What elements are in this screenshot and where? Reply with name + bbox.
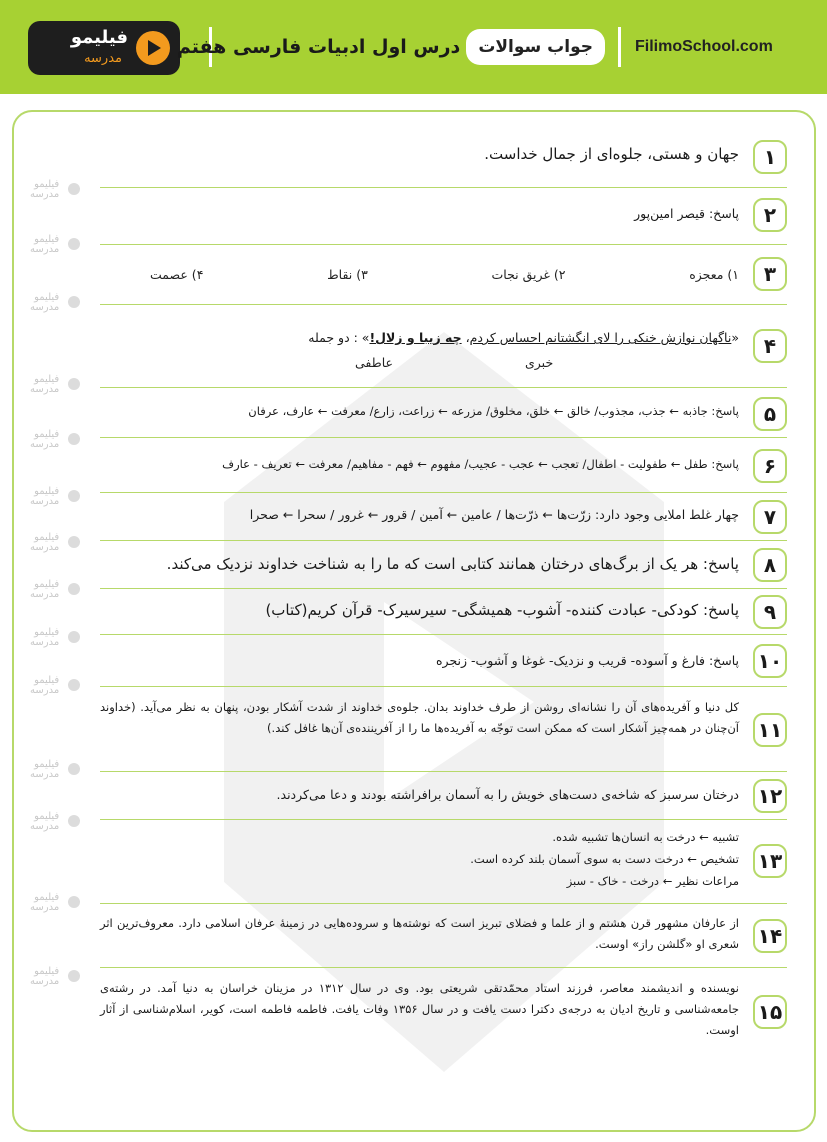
side-watermark-line2: مدرسه: [30, 589, 60, 600]
answer-text: از عارفان مشهور قرن هشتم و از علما و فضلای تبریز است که نوشته‌ها و سروده‌هایی در زمینهٔ عرفان اسلامی دارد. معروف‌ترین اثر شعری او «گلشن راز» اوست.: [100, 916, 739, 951]
side-watermark-line1: فیلیمو: [34, 811, 60, 822]
side-watermark-line2: مدرسه: [30, 769, 60, 780]
answer-text: پاسخ: کودکی- عبادت کننده- آشوب- همیشگی- سیرسیرک- قرآن کریم(کتاب): [265, 601, 739, 619]
sentence-line: [308, 330, 739, 345]
lesson-title: درس اول ادبیات فارسی هفتم: [176, 36, 461, 58]
side-watermark-line1: فیلیمو: [34, 486, 60, 497]
header-title-group: [177, 24, 605, 70]
side-watermark: [30, 967, 59, 987]
side-watermark: [30, 487, 59, 507]
side-watermark-line2: مدرسه: [30, 637, 60, 648]
side-watermark-line2: مدرسه: [30, 685, 60, 696]
question-number: ۱۵: [753, 995, 787, 1029]
question-number: ۱۳: [753, 844, 787, 878]
question-row: [100, 541, 787, 589]
side-watermark-line1: فیلیمو: [34, 759, 60, 770]
side-watermark-line1: فیلیمو: [34, 292, 60, 303]
side-watermark: [30, 430, 59, 450]
side-watermark: [30, 760, 59, 780]
question-number: ۱۴: [753, 919, 787, 953]
question-number: ۱۰: [753, 644, 787, 678]
sentence-part-news: ناگهان نوازش خنکی را لای انگشتانم احساس کردم: [469, 330, 732, 345]
question-row: [100, 388, 787, 438]
site-url[interactable]: FilimoSchool.com: [635, 38, 773, 55]
side-watermark-line2: مدرسه: [30, 384, 60, 395]
side-watermark-line2: مدرسه: [30, 439, 60, 450]
side-watermark: [30, 676, 59, 696]
side-watermark: [30, 812, 59, 832]
label-news: خبری: [525, 355, 554, 370]
answer-text: پاسخ: قیصر امین‌پور: [634, 206, 739, 221]
question-row: [100, 687, 787, 772]
answer-text: جهان و هستی، جلوه‌ای از جمال خداست.: [484, 145, 739, 163]
side-watermark-line1: فیلیمو: [34, 892, 60, 903]
side-watermark-line2: مدرسه: [30, 302, 60, 313]
side-watermark-line1: فیلیمو: [34, 579, 60, 590]
side-watermark-line1: فیلیمو: [34, 374, 60, 385]
page-header: [0, 0, 827, 94]
answer-text: کل دنیا و آفریده‌های آن را نشانه‌ای روشن از طرف خداوند بدان. جلوه‌ی خداوند از شدت آشکار بودن، پنهان به نظر می‌آید. (خداوند آن‌چنان در همه‌چیز آشکار است که ممکن است توجّه به آفریده‌ها ما را از آفریننده‌ی آن‌ها غافل کند.): [100, 700, 739, 735]
sentence-suffix: » : دو جمله: [308, 330, 370, 345]
question-row: [100, 904, 787, 968]
answer-line: مراعات نظیر ← درخت - خاک - سبز: [566, 874, 739, 888]
question-number: ۷: [753, 500, 787, 534]
side-watermark: [30, 580, 59, 600]
question-number: ۵: [753, 397, 787, 431]
option-1: ۱) معجزه: [689, 267, 739, 282]
question-row: [100, 635, 787, 687]
answers-pill: جواب سوالات: [466, 29, 605, 65]
question-number: ۳: [753, 257, 787, 291]
side-watermark-line1: فیلیمو: [34, 966, 60, 977]
answer-text: پاسخ: طفل ← طفولیت - اطفال/ تعجب ← عجب - عجیب/ مفهوم ← فهم - مفاهیم/ معرفت ← تعریف - عارف: [222, 457, 739, 471]
side-watermark: [30, 375, 59, 395]
side-watermark: [30, 235, 59, 255]
side-watermark: [30, 180, 59, 200]
side-watermark-line2: مدرسه: [30, 821, 60, 832]
side-watermark-line1: فیلیمو: [34, 675, 60, 686]
side-watermark: [30, 628, 59, 648]
answer-lines: [100, 826, 739, 892]
question-number: ۱۱: [753, 713, 787, 747]
side-watermark-line1: فیلیمو: [34, 179, 60, 190]
question-number: ۶: [753, 449, 787, 483]
answer-text: پاسخ: جاذبه ← جذب، مجذوب/ خالق ← خلق، مخلوق/ مزرعه ← زراعت، زارع/ معرفت ← عارف، عرفان: [248, 404, 739, 418]
question-number: ۱۲: [753, 779, 787, 813]
question-row: [100, 188, 787, 245]
side-watermark-line1: فیلیمو: [34, 627, 60, 638]
header-divider-right: [618, 27, 621, 67]
question-row: [100, 589, 787, 635]
option-4: ۴) عصمت: [150, 267, 204, 282]
answer-text: نویسنده و اندیشمند معاصر، فرزند استاد محمّدتقی شریعتی بود. وی در سال ۱۳۱۲ در مزینان خراسان به دنیا آمد. در رشته‌ی جامعه‌شناسی و تاریخ ادیان به درجه‌ی دکترا دست یافت و در سال ۱۳۵۶ وفات یافت. فاطمه فاطمه است، کویر، اسلام‌شناسی از آثار اوست.: [100, 981, 739, 1037]
question-number: ۴: [753, 329, 787, 363]
answer-text: چهار غلط املایی وجود دارد: زرّت‌ها ← ذرّت‌ها / عامین ← آمین / قرور ← غرور / سحرا ← صحرا: [249, 507, 739, 522]
option-2: ۲) غریق نجات: [491, 267, 566, 282]
side-watermark-line1: فیلیمو: [34, 532, 60, 543]
question-row: [100, 305, 787, 388]
side-watermark-line2: مدرسه: [30, 976, 60, 987]
sentence-part-emotive: چه زیبا و زلال!: [369, 330, 462, 345]
play-logo-icon: [136, 31, 170, 65]
side-watermark-line2: مدرسه: [30, 496, 60, 507]
question-row: [100, 968, 787, 1058]
question-row: [100, 772, 787, 820]
answer-line: تشخیص ← درخت دست به سوی آسمان بلند کرده است.: [470, 852, 739, 866]
side-watermark-line2: مدرسه: [30, 189, 60, 200]
side-watermark: [30, 293, 59, 313]
side-watermark-line1: فیلیمو: [34, 429, 60, 440]
option-3: ۳) نقاط: [327, 267, 368, 282]
sentence-separator: ،: [461, 330, 470, 345]
answer-line: تشبیه ← درخت به انسان‌ها تشبیه شده.: [552, 830, 739, 844]
question-row: [100, 438, 787, 493]
question-number: ۸: [753, 548, 787, 582]
question-number: ۱: [753, 140, 787, 174]
side-watermark-line2: مدرسه: [30, 902, 60, 913]
question-row: [100, 128, 787, 188]
filimo-school-logo[interactable]: [28, 21, 180, 75]
question-number: ۲: [753, 198, 787, 232]
answer-sentence: [100, 327, 739, 346]
side-watermark: [30, 893, 59, 913]
side-watermark-line2: مدرسه: [30, 542, 60, 553]
options-list: [100, 267, 739, 282]
label-emotive: عاطفی: [355, 355, 393, 370]
logo-text: فیلیمو: [70, 27, 128, 48]
question-row: [100, 245, 787, 305]
question-row: [100, 493, 787, 541]
question-row: [100, 820, 787, 904]
logo-subtext: مدرسه: [84, 51, 122, 66]
quote-open: «: [731, 330, 739, 345]
answer-text: پاسخ: هر یک از برگ‌های درختان همانند کتابی است که ما را به شناخت خداوند نزدیک می‌کند.: [166, 555, 739, 573]
side-watermark: [30, 533, 59, 553]
question-number: ۹: [753, 595, 787, 629]
side-watermark-line2: مدرسه: [30, 244, 60, 255]
side-watermark-line1: فیلیمو: [34, 234, 60, 245]
answer-text: درختان سرسبز که شاخه‌ی دست‌های خویش را به آسمان برافراشته بودند و دعا می‌کردند.: [276, 787, 739, 802]
answer-text: پاسخ: فارغ و آسوده- قریب و نزدیک- غوغا و آشوب- زنجره: [436, 653, 739, 668]
